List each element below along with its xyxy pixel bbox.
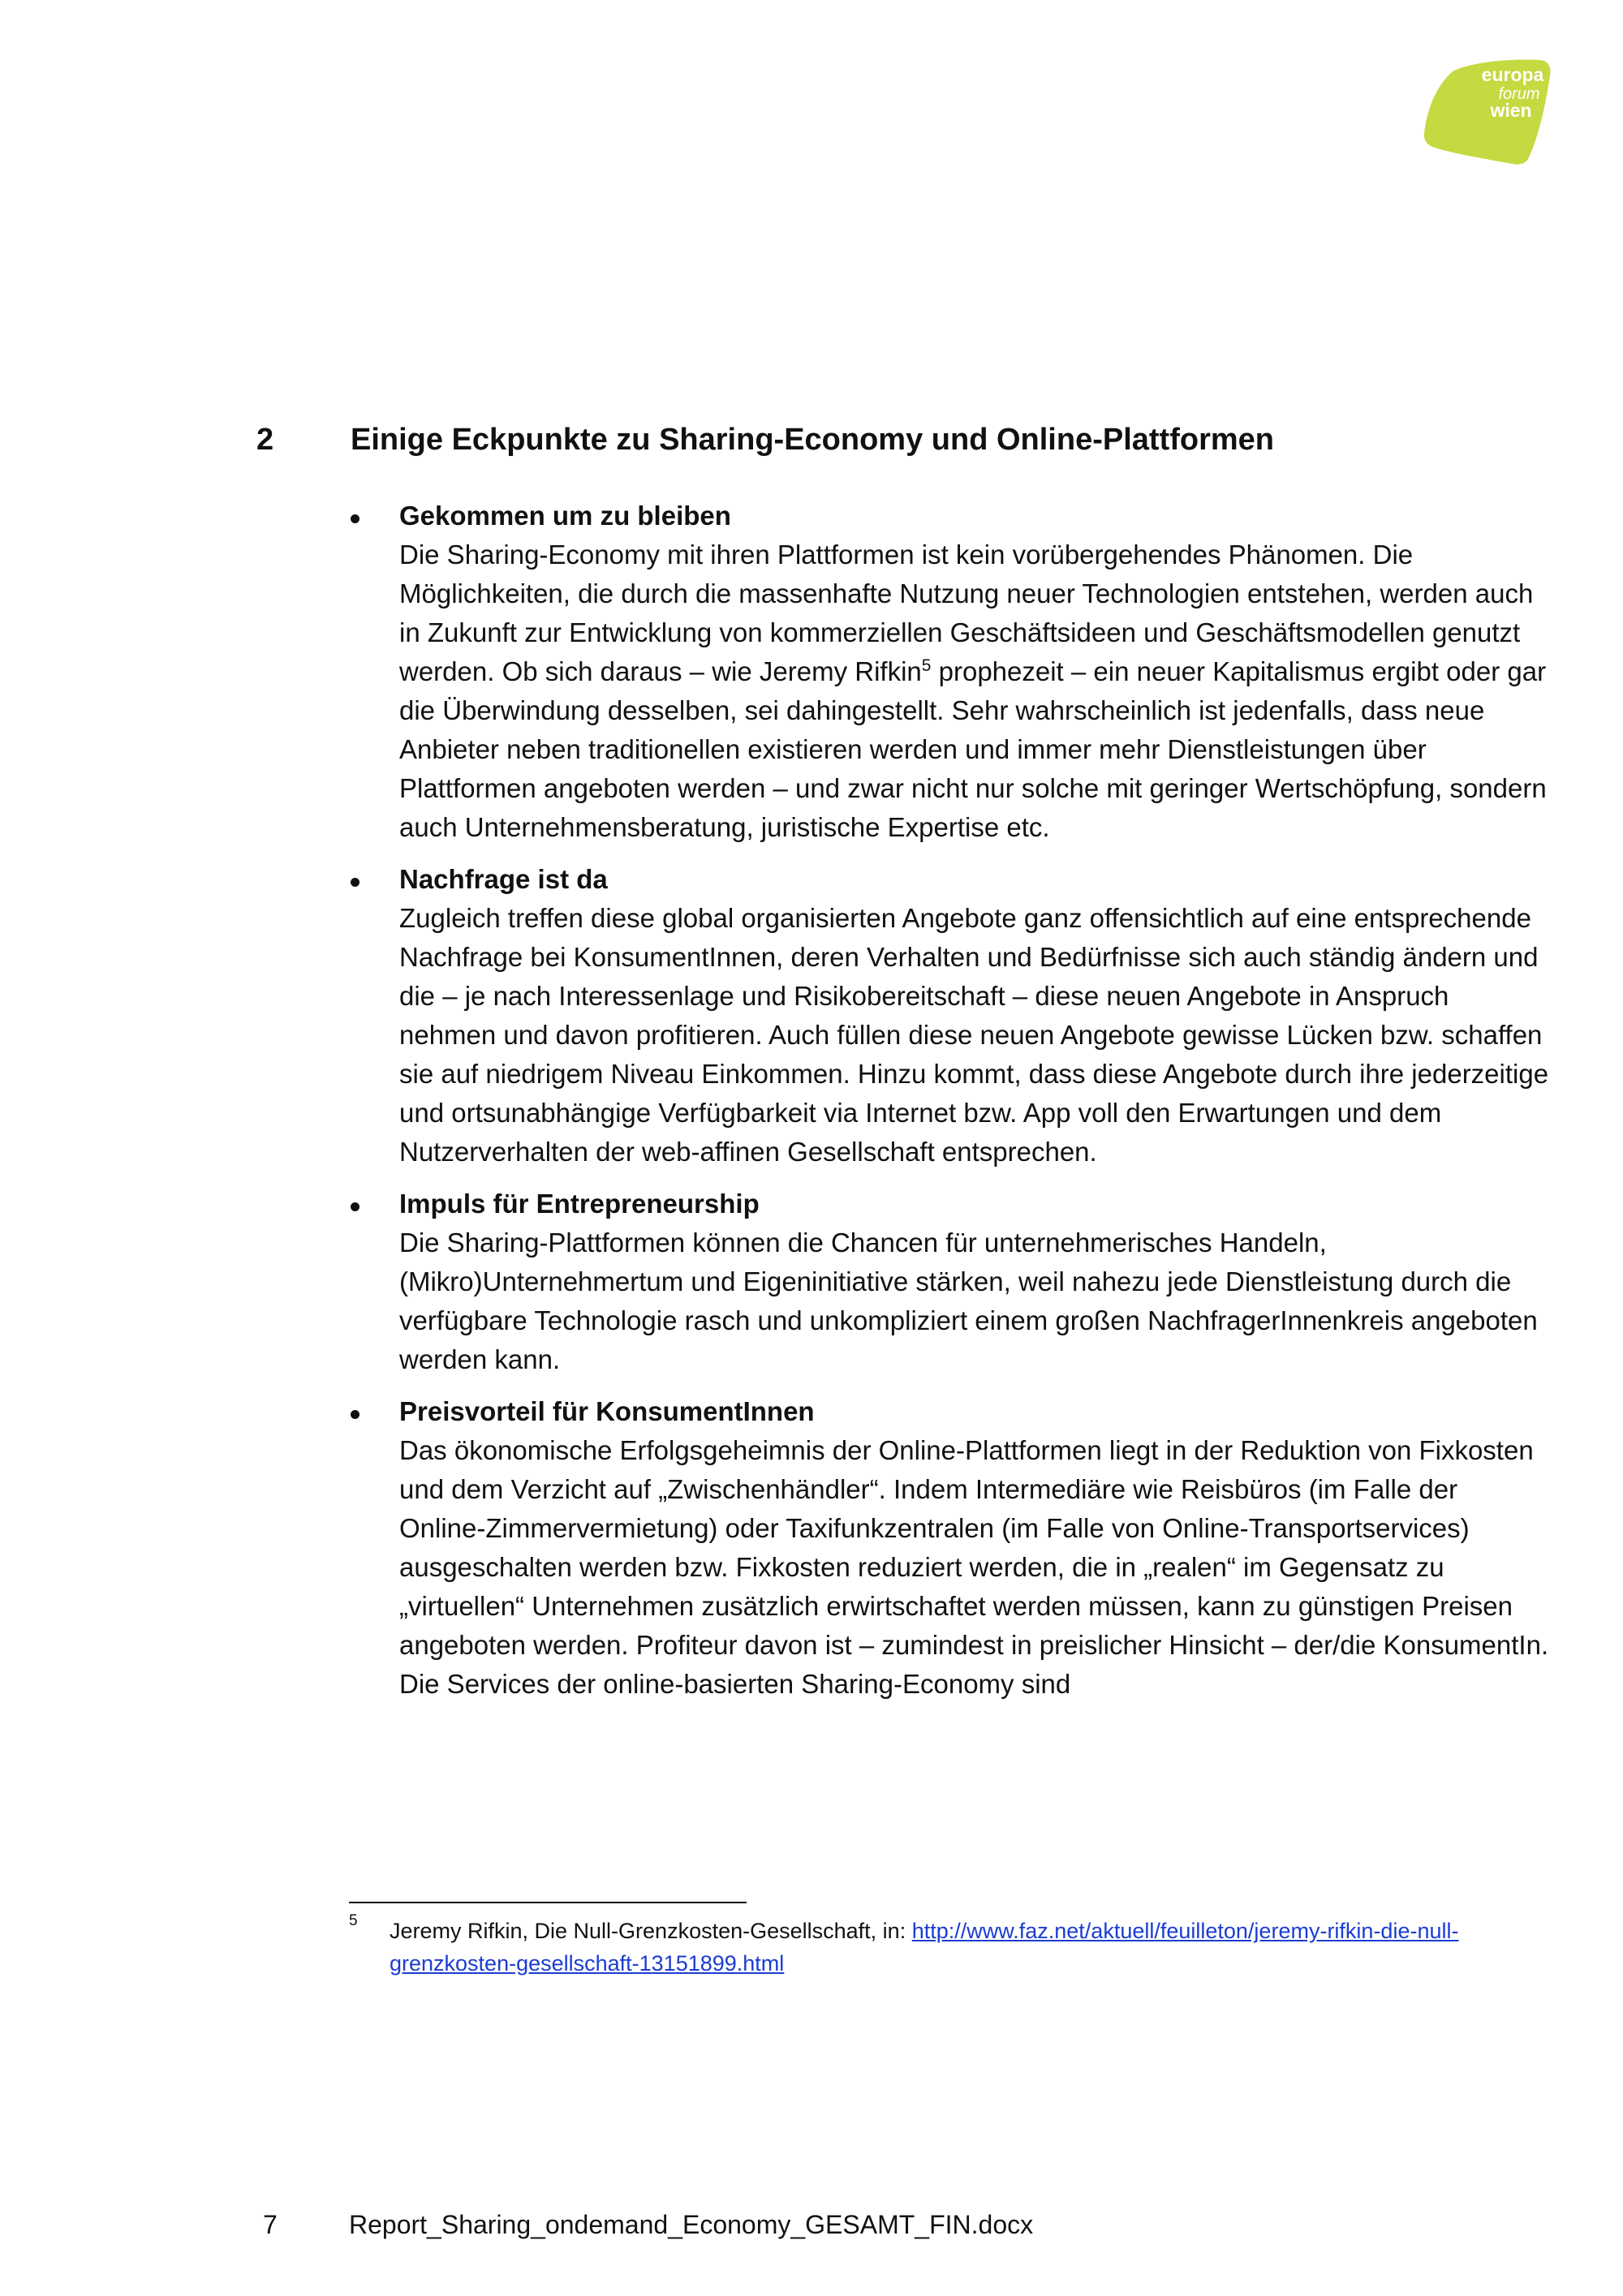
document-filename: Report_Sharing_ondemand_Economy_GESAMT_FIN.docx bbox=[349, 2210, 1034, 2239]
footnote-reference[interactable]: 5 bbox=[921, 656, 932, 675]
bullet-title: Nachfrage ist da bbox=[399, 864, 608, 894]
bullet-body bbox=[399, 535, 1550, 847]
page-number: 7 bbox=[263, 2210, 278, 2239]
bullet-item bbox=[344, 1392, 1550, 1704]
europaforum-wien-logo bbox=[1422, 57, 1552, 166]
bullet-title: Gekommen um zu bleiben bbox=[399, 501, 731, 531]
bullet-list bbox=[344, 497, 1550, 1717]
bullet-item bbox=[344, 860, 1550, 1172]
bullet-item bbox=[344, 1185, 1550, 1379]
section-number: 2 bbox=[256, 423, 274, 457]
logo-text-europa: europa bbox=[1481, 64, 1544, 85]
footnote bbox=[349, 1912, 1550, 1980]
bullet-body: Die Sharing-Plattformen können die Chancen für unternehmerisches Handeln, (Mikro)Unternehmertum und Eigeninitiative stärken, weil nahezu jede Dienstleistung durch die verfügbare Technologie rasch und unkompliziert einem großen NachfragerInnenkreis angeboten werden kann. bbox=[399, 1228, 1538, 1374]
bullet-body-text-cont: prophezeit – ein neuer Kapitalismus ergibt oder gar die Überwindung desselben, sei dahingestellt. Sehr wahrscheinlich ist jedenfalls, dass neue Anbieter neben traditionellen existieren werden und immer mehr Dienstleistungen über Plattformen angeboten werden – und zwar nicht nur solche mit geringer Wertschöpfung, sondern auch Unternehmensberatung, juristische Expertise etc. bbox=[399, 656, 1547, 842]
bullet-body-text: Die Sharing-Economy mit ihren Plattformen ist kein vorübergehendes Phänomen. Die Möglichkeiten, die durch die massenhafte Nutzung neuer Technologien entstehen, werden auch in Zukunft zur Entwicklung von kommerziellen Geschäftsideen und Geschäftsmodellen genutzt werden. Ob sich daraus – wie Jeremy Rifkin bbox=[399, 540, 1534, 686]
bullet-dot-icon bbox=[351, 878, 359, 887]
bullet-dot-icon bbox=[351, 1202, 359, 1211]
bullet-dot-icon bbox=[351, 514, 359, 523]
section-heading bbox=[256, 419, 1555, 461]
bullet-dot-icon bbox=[351, 1410, 359, 1419]
page-footer bbox=[263, 2207, 1033, 2242]
bullet-body: Das ökonomische Erfolgsgeheimnis der Online-Plattformen liegt in der Reduktion von Fixkosten und dem Verzicht auf „Zwischenhändler“. Indem Intermediäre wie Reisbüros (im Falle der Online-Zimmervermietung) oder Taxifunkzentralen (im Falle von Online-Transportservices) ausgeschalten werden bzw. Fixkosten reduziert werden, die in „realen“ im Gegensatz zu „virtuellen“ Unternehmen zusätzlich erwirtschaftet werden müssen, kann zu günstigen Preisen angeboten werden. Profiteur davon ist – zumindest in preislicher Hinsicht – der/die KonsumentIn. Die Services der online-basierten Sharing-Economy sind bbox=[399, 1435, 1549, 1699]
bullet-body: Zugleich treffen diese global organisierten Angebote ganz offensichtlich auf eine entsprechende Nachfrage bei KonsumentInnen, deren Verhalten und Bedürfnisse sich auch ständig ändern und die – je nach Interessenlage und Risikobereitschaft – diese neuen Angebote in Anspruch nehmen und davon profitieren. Auch füllen diese neuen Angebote gewisse Lücken bzw. schaffen sie auf niedrigem Niveau Einkommen. Hinzu kommt, dass diese Angebote durch ihre jederzeitige und ortsunabhängige Verfügbarkeit via Internet bzw. App voll den Erwartungen und dem Nutzerverhalten der web-affinen Gesellschaft entsprechen. bbox=[399, 903, 1549, 1167]
footnote-link[interactable]: http://www.faz.net/aktuell/feuilleton/jeremy-rifkin-die-null-grenzkosten-gesellschaft-13151899.html bbox=[390, 1919, 1459, 1976]
bullet-item bbox=[344, 497, 1550, 847]
logo-text-wien: wien bbox=[1490, 100, 1532, 121]
footnote-separator bbox=[349, 1902, 747, 1903]
footnote-number: 5 bbox=[349, 1912, 358, 1929]
footnote-citation: Jeremy Rifkin, Die Null-Grenzkosten-Gesellschaft, in: bbox=[390, 1919, 912, 1943]
footnote-text bbox=[349, 1915, 1550, 1980]
bullet-title: Impuls für Entrepreneurship bbox=[399, 1189, 760, 1219]
logo-graphic bbox=[1422, 57, 1552, 166]
bullet-title: Preisvorteil für KonsumentInnen bbox=[399, 1396, 815, 1426]
section-title: Einige Eckpunkte zu Sharing-Economy und Online-Plattformen bbox=[351, 423, 1274, 457]
logo-text-forum: forum bbox=[1498, 85, 1540, 103]
